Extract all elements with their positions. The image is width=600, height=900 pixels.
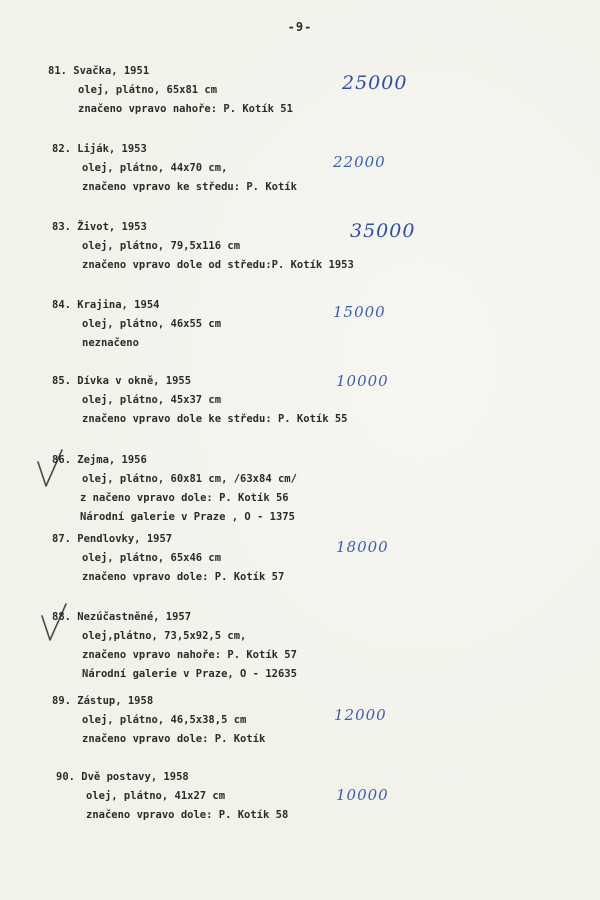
entry-signature: značeno vpravo dole od středu:P. Kotík 1953 bbox=[82, 259, 354, 271]
entry-signature: značeno vpravo nahoře: P. Kotík 51 bbox=[78, 103, 293, 115]
entry-medium: olej, plátno, 44x70 cm, bbox=[82, 162, 228, 174]
entry-signature: značeno vpravo dole: P. Kotík 57 bbox=[82, 571, 285, 583]
entry-title: 84. Krajina, 1954 bbox=[52, 299, 160, 311]
entry-collection: Národní galerie v Praze, O - 12635 bbox=[82, 668, 297, 680]
entry-title: 90. Dvě postavy, 1958 bbox=[56, 771, 189, 783]
catalog-entry-88 bbox=[52, 608, 297, 684]
entry-title: 83. Život, 1953 bbox=[52, 221, 147, 233]
entry-medium: olej, plátno, 46x55 cm bbox=[82, 318, 222, 330]
catalog-entry-86 bbox=[52, 451, 297, 527]
entry-signature: z načeno vpravo dole: P. Kotík 56 bbox=[80, 492, 289, 504]
catalog-entry-90 bbox=[56, 768, 288, 825]
price-note-89: 12000 bbox=[334, 706, 387, 724]
entry-medium: olej, plátno, 65x46 cm bbox=[82, 552, 222, 564]
price-note-84: 15000 bbox=[333, 303, 386, 321]
entry-title: 89. Zástup, 1958 bbox=[52, 695, 154, 707]
entry-signature: značeno vpravo dole: P. Kotík 58 bbox=[86, 809, 289, 821]
catalog-entry-81 bbox=[48, 62, 293, 119]
entry-signature: značeno vpravo nahoře: P. Kotík 57 bbox=[82, 649, 297, 661]
entry-collection: Národní galerie v Praze , O - 1375 bbox=[80, 511, 295, 523]
catalog-entry-83 bbox=[52, 218, 354, 275]
price-note-83: 35000 bbox=[350, 220, 416, 242]
entry-medium: olej, plátno, 65x81 cm bbox=[78, 84, 218, 96]
entry-title: 86. Zejma, 1956 bbox=[52, 454, 147, 466]
catalog-entry-82 bbox=[52, 140, 297, 197]
entry-title: 85. Dívka v okně, 1955 bbox=[52, 375, 192, 387]
entry-title: 87. Pendlovky, 1957 bbox=[52, 533, 173, 545]
price-note-82: 22000 bbox=[333, 153, 386, 171]
entry-medium: olej,plátno, 73,5x92,5 cm, bbox=[82, 630, 247, 642]
entry-medium: olej, plátno, 46,5x38,5 cm bbox=[82, 714, 247, 726]
entry-medium: olej, plátno, 45x37 cm bbox=[82, 394, 222, 406]
entry-signature: značeno vpravo dole: P. Kotík bbox=[82, 733, 266, 745]
entry-signature: značeno vpravo ke středu: P. Kotík bbox=[82, 181, 297, 193]
price-note-87: 18000 bbox=[336, 538, 389, 556]
price-note-90: 10000 bbox=[336, 786, 389, 804]
entry-medium: olej, plátno, 79,5x116 cm bbox=[82, 240, 241, 252]
entry-signature: neznačeno bbox=[82, 337, 139, 349]
entry-medium: olej, plátno, 60x81 cm, /63x84 cm/ bbox=[82, 473, 297, 485]
price-note-85: 10000 bbox=[336, 372, 389, 390]
catalog-entry-84 bbox=[52, 296, 221, 353]
catalog-entry-89 bbox=[52, 692, 265, 749]
entry-title: 88. Nezúčastněné, 1957 bbox=[52, 611, 192, 623]
page-number: -9- bbox=[287, 20, 313, 34]
price-note-81: 25000 bbox=[342, 72, 408, 94]
entry-title: 81. Svačka, 1951 bbox=[48, 65, 150, 77]
catalog-entry-85 bbox=[52, 372, 348, 429]
entry-title: 82. Liják, 1953 bbox=[52, 143, 147, 155]
entry-signature: značeno vpravo dole ke středu: P. Kotík 55 bbox=[82, 413, 348, 425]
entry-medium: olej, plátno, 41x27 cm bbox=[86, 790, 226, 802]
catalog-entry-87 bbox=[52, 530, 284, 587]
